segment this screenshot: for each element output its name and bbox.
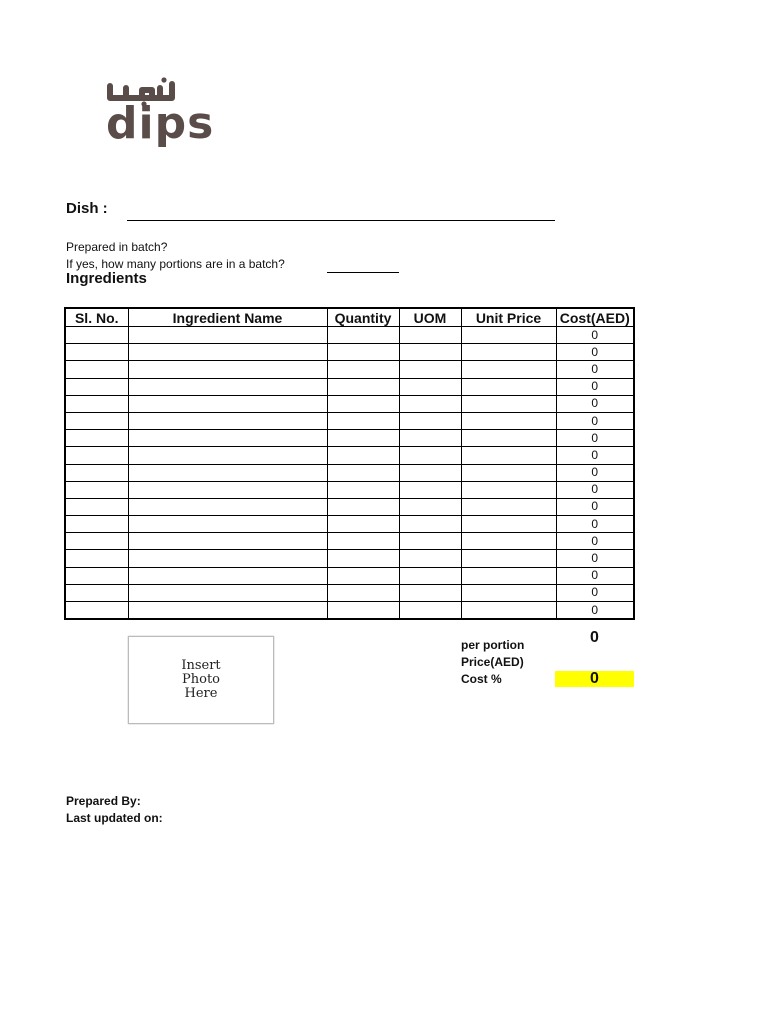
- sl-no-cell[interactable]: [65, 344, 128, 361]
- sl-no-cell[interactable]: [65, 516, 128, 533]
- ingredient-name-cell[interactable]: [128, 550, 327, 567]
- ingredient-name-cell[interactable]: [128, 447, 327, 464]
- sl-no-cell[interactable]: [65, 412, 128, 429]
- table-row: [65, 481, 634, 498]
- table-row: [65, 516, 634, 533]
- uom-cell[interactable]: [399, 378, 461, 395]
- ingredients-title: Ingredients: [66, 270, 147, 287]
- sl-no-cell[interactable]: [65, 584, 128, 601]
- unit-price-cell[interactable]: [461, 361, 556, 378]
- cost-cell: 0: [556, 412, 634, 429]
- sl-no-cell[interactable]: [65, 447, 128, 464]
- table-row: [65, 378, 634, 395]
- sl-no-cell[interactable]: [65, 327, 128, 344]
- sl-no-cell[interactable]: [65, 378, 128, 395]
- ingredient-name-cell[interactable]: [128, 344, 327, 361]
- quantity-cell[interactable]: [327, 516, 399, 533]
- unit-price-cell[interactable]: [461, 412, 556, 429]
- ingredient-name-cell[interactable]: [128, 533, 327, 550]
- cost-cell: 0: [556, 550, 634, 567]
- unit-price-cell[interactable]: [461, 550, 556, 567]
- ingredient-name-cell[interactable]: [128, 567, 327, 584]
- quantity-cell[interactable]: [327, 481, 399, 498]
- cost-cell: 0: [556, 481, 634, 498]
- portions-field[interactable]: [327, 272, 399, 273]
- ingredient-name-cell[interactable]: [128, 516, 327, 533]
- ingredient-name-cell[interactable]: [128, 395, 327, 412]
- header-cost: Cost(AED): [556, 308, 634, 327]
- table-header-row: [65, 308, 634, 327]
- cost-cell: 0: [556, 378, 634, 395]
- sl-no-cell[interactable]: [65, 498, 128, 515]
- unit-price-cell[interactable]: [461, 516, 556, 533]
- ingredient-name-cell[interactable]: [128, 361, 327, 378]
- table-row: [65, 584, 634, 601]
- uom-cell[interactable]: [399, 584, 461, 601]
- quantity-cell[interactable]: [327, 602, 399, 620]
- table-row: [65, 567, 634, 584]
- cost-cell: 0: [556, 430, 634, 447]
- quantity-cell[interactable]: [327, 327, 399, 344]
- ingredient-name-cell[interactable]: [128, 481, 327, 498]
- photo-text-line: Here: [184, 686, 218, 701]
- unit-price-cell[interactable]: [461, 533, 556, 550]
- ingredient-name-cell[interactable]: [128, 327, 327, 344]
- uom-cell[interactable]: [399, 481, 461, 498]
- unit-price-cell[interactable]: [461, 481, 556, 498]
- unit-price-cell[interactable]: [461, 498, 556, 515]
- quantity-cell[interactable]: [327, 378, 399, 395]
- ingredients-table: [64, 307, 635, 620]
- sl-no-cell[interactable]: [65, 481, 128, 498]
- cost-cell: 0: [556, 584, 634, 601]
- cost-percent-label: Cost %: [461, 672, 502, 686]
- uom-cell[interactable]: [399, 327, 461, 344]
- sl-no-cell[interactable]: [65, 550, 128, 567]
- ingredient-name-cell[interactable]: [128, 464, 327, 481]
- dish-name-field[interactable]: [127, 220, 555, 221]
- quantity-cell[interactable]: [327, 344, 399, 361]
- sl-no-cell[interactable]: [65, 602, 128, 620]
- cost-cell: 0: [556, 464, 634, 481]
- cost-cell: 0: [556, 447, 634, 464]
- table-row: [65, 447, 634, 464]
- cost-cell: 0: [556, 344, 634, 361]
- cost-cell: 0: [556, 395, 634, 412]
- dips-logo: [104, 76, 215, 168]
- uom-cell[interactable]: [399, 533, 461, 550]
- photo-text-line: Photo: [182, 672, 220, 687]
- unit-price-cell[interactable]: [461, 602, 556, 620]
- per-portion-label: per portion: [461, 638, 525, 652]
- quantity-cell[interactable]: [327, 584, 399, 601]
- uom-cell[interactable]: [399, 361, 461, 378]
- per-portion-value: 0: [590, 630, 599, 646]
- dish-label: Dish :: [66, 200, 108, 217]
- table-row: [65, 602, 634, 620]
- ingredient-name-cell[interactable]: [128, 602, 327, 620]
- table-row: [65, 412, 634, 429]
- unit-price-cell[interactable]: [461, 344, 556, 361]
- portions-question: If yes, how many portions are in a batch?: [66, 257, 285, 271]
- unit-price-cell[interactable]: [461, 378, 556, 395]
- cost-cell: 0: [556, 533, 634, 550]
- prepared-by-label: Prepared By:: [66, 794, 141, 808]
- header-sl-no: Sl. No.: [65, 308, 128, 327]
- cost-percent-value: 0: [555, 671, 634, 687]
- unit-price-cell[interactable]: [461, 327, 556, 344]
- uom-cell[interactable]: [399, 447, 461, 464]
- header-uom: UOM: [399, 308, 461, 327]
- unit-price-cell[interactable]: [461, 447, 556, 464]
- cost-cell: 0: [556, 516, 634, 533]
- sl-no-cell[interactable]: [65, 430, 128, 447]
- cost-cell: 0: [556, 327, 634, 344]
- table-row: [65, 327, 634, 344]
- table-row: [65, 430, 634, 447]
- quantity-cell[interactable]: [327, 550, 399, 567]
- unit-price-cell[interactable]: [461, 584, 556, 601]
- uom-cell[interactable]: [399, 344, 461, 361]
- sl-no-cell[interactable]: [65, 395, 128, 412]
- uom-cell[interactable]: [399, 550, 461, 567]
- unit-price-cell[interactable]: [461, 430, 556, 447]
- table-row: [65, 344, 634, 361]
- quantity-cell[interactable]: [327, 430, 399, 447]
- table-row: [65, 361, 634, 378]
- insert-photo-placeholder[interactable]: [128, 636, 274, 724]
- uom-cell[interactable]: [399, 567, 461, 584]
- uom-cell[interactable]: [399, 430, 461, 447]
- header-ingredient-name: Ingredient Name: [128, 308, 327, 327]
- uom-cell[interactable]: [399, 602, 461, 620]
- table-row: [65, 550, 634, 567]
- table-row: [65, 533, 634, 550]
- price-label: Price(AED): [461, 655, 524, 669]
- quantity-cell[interactable]: [327, 361, 399, 378]
- cost-cell: 0: [556, 567, 634, 584]
- unit-price-cell[interactable]: [461, 395, 556, 412]
- cost-cell: 0: [556, 602, 634, 620]
- quantity-cell[interactable]: [327, 412, 399, 429]
- sl-no-cell[interactable]: [65, 464, 128, 481]
- uom-cell[interactable]: [399, 412, 461, 429]
- quantity-cell[interactable]: [327, 533, 399, 550]
- sl-no-cell[interactable]: [65, 361, 128, 378]
- cost-cell: 0: [556, 498, 634, 515]
- unit-price-cell[interactable]: [461, 464, 556, 481]
- last-updated-label: Last updated on:: [66, 811, 163, 825]
- unit-price-cell[interactable]: [461, 567, 556, 584]
- quantity-cell[interactable]: [327, 464, 399, 481]
- quantity-cell[interactable]: [327, 567, 399, 584]
- photo-text-line: Insert: [181, 658, 221, 673]
- uom-cell[interactable]: [399, 464, 461, 481]
- ingredient-name-cell[interactable]: [128, 378, 327, 395]
- uom-cell[interactable]: [399, 516, 461, 533]
- ingredient-name-cell[interactable]: [128, 412, 327, 429]
- table-row: [65, 464, 634, 481]
- uom-cell[interactable]: [399, 498, 461, 515]
- batch-question: Prepared in batch?: [66, 240, 168, 254]
- logo-wordmark: dips: [106, 98, 215, 149]
- uom-cell[interactable]: [399, 395, 461, 412]
- header-unit-price: Unit Price: [461, 308, 556, 327]
- sl-no-cell[interactable]: [65, 533, 128, 550]
- ingredient-name-cell[interactable]: [128, 430, 327, 447]
- table-row: [65, 395, 634, 412]
- quantity-cell[interactable]: [327, 498, 399, 515]
- ingredient-name-cell[interactable]: [128, 584, 327, 601]
- table-row: [65, 498, 634, 515]
- quantity-cell[interactable]: [327, 447, 399, 464]
- cost-cell: 0: [556, 361, 634, 378]
- ingredient-name-cell[interactable]: [128, 498, 327, 515]
- header-quantity: Quantity: [327, 308, 399, 327]
- quantity-cell[interactable]: [327, 395, 399, 412]
- sl-no-cell[interactable]: [65, 567, 128, 584]
